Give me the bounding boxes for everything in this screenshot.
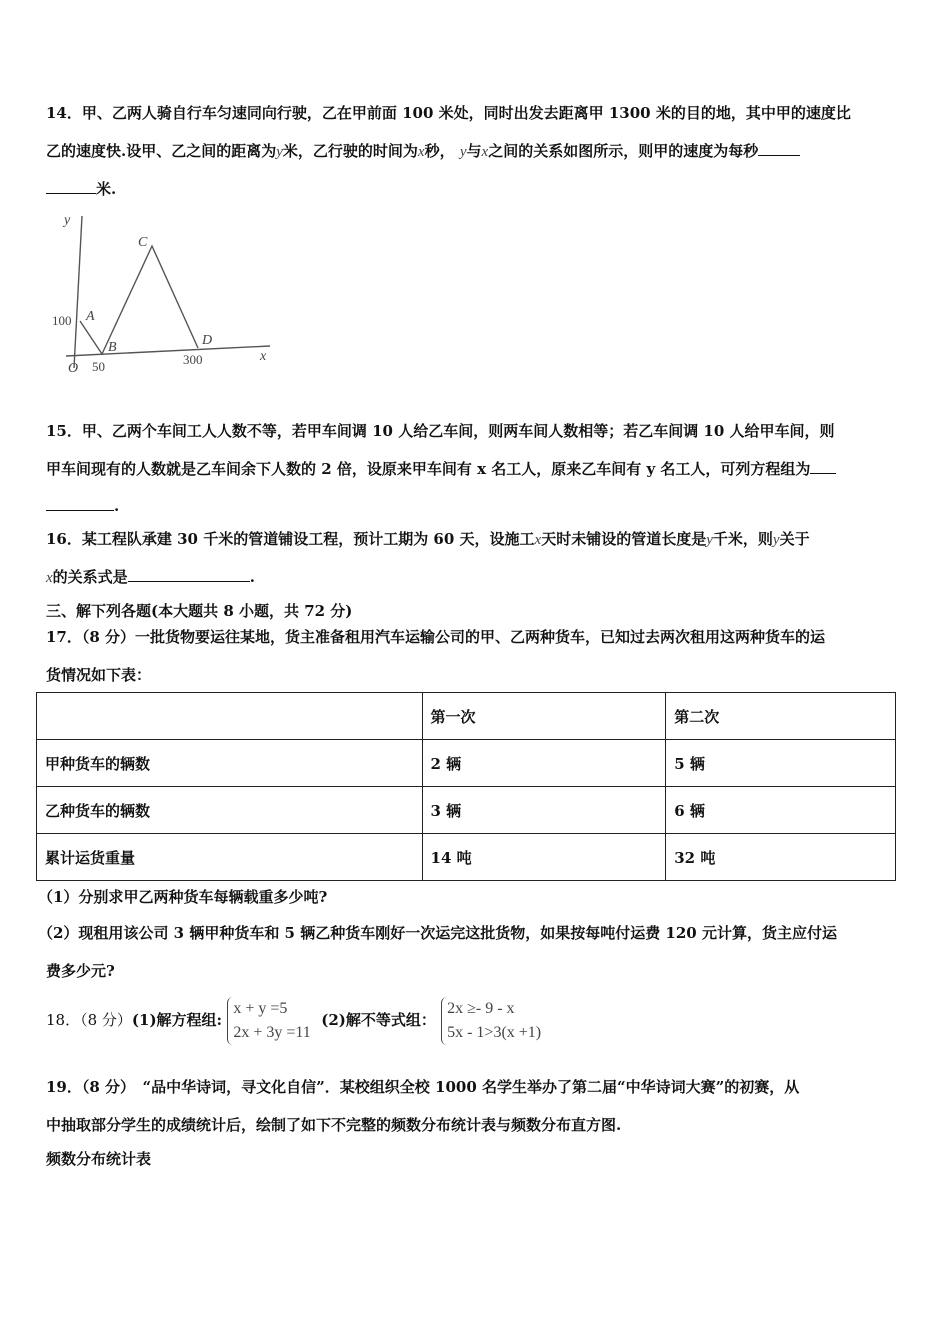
table-row bbox=[37, 834, 896, 881]
q16-text-e: 的关系式是 bbox=[52, 568, 128, 586]
table-cell bbox=[37, 693, 423, 740]
q16-end: . bbox=[249, 568, 255, 586]
q18-inequality-system bbox=[441, 997, 541, 1045]
q18-eq2: 2x + 3y =11 bbox=[233, 1024, 311, 1041]
q14-line2 bbox=[46, 140, 800, 161]
q16-text-a: 16．某工程队承建 30 千米的管道铺设工程，预计工期为 60 天，设施工 bbox=[46, 530, 535, 548]
q16-text-b: 天时未铺设的管道长度是 bbox=[541, 530, 707, 548]
q14-var-x2: x bbox=[481, 144, 489, 160]
q16-var-y: y bbox=[706, 532, 713, 548]
q15-answer-blank-cont[interactable] bbox=[46, 496, 114, 511]
q16-var-y2: y bbox=[772, 532, 780, 548]
tick-label-100: 100 bbox=[52, 313, 72, 328]
distance-time-graph bbox=[50, 208, 290, 378]
table-cell: 32 吨 bbox=[666, 834, 896, 881]
q15-line1: 15．甲、乙两个车间工人人数不等，若甲车间调 10 人给乙车间，则两车间人数相等；若乙车间调 10 人给甲车间，则 bbox=[46, 422, 835, 440]
q14-text-e: 之间的关系如图所示，则甲的速度为每秒 bbox=[488, 142, 759, 160]
x-axis-label: x bbox=[260, 349, 267, 364]
q17-part2-line1: （2）现租用该公司 3 辆甲种货车和 5 辆乙种货车刚好一次运完这批货物，如果按每吨付运费 120 元计算，货主应付运 bbox=[38, 924, 837, 942]
table-cell: 累计运货重量 bbox=[37, 834, 423, 881]
q18-part2-label: (2)解不等式组： bbox=[321, 1011, 436, 1029]
q14-answer-blank-cont[interactable] bbox=[46, 179, 96, 194]
q14-answer-blank[interactable] bbox=[758, 141, 800, 156]
point-d-label: D bbox=[202, 333, 213, 348]
table-cell: 第二次 bbox=[666, 693, 896, 740]
q14-line3 bbox=[46, 178, 116, 199]
q19-line3: 频数分布统计表 bbox=[46, 1150, 152, 1168]
table-cell: 3 辆 bbox=[422, 787, 666, 834]
q16-text-d: 关于 bbox=[779, 530, 810, 548]
y-axis-label: y bbox=[64, 213, 71, 228]
q17-part1: （1）分别求甲乙两种货车每辆载重多少吨? bbox=[38, 888, 328, 906]
q17-part2-line2: 费多少元? bbox=[46, 962, 115, 980]
q14-text-b: 米，乙行驶的时间为 bbox=[282, 142, 418, 160]
tick-label-300: 300 bbox=[183, 352, 203, 367]
q17-line2: 货情况如下表： bbox=[46, 666, 152, 684]
q14-text-c: 秒， bbox=[424, 142, 455, 160]
q14-text-a: 乙的速度快.设甲、乙之间的距离为 bbox=[46, 142, 277, 160]
q19-line1: 19．（8 分） “品中华诗词，寻文化自信”．某校组织全校 1000 名学生举办了第二届“中华诗词大赛”的初赛，从 bbox=[46, 1078, 800, 1096]
q15-line3 bbox=[46, 496, 119, 515]
q15-line2 bbox=[46, 458, 836, 479]
q14-var-y2: y bbox=[459, 144, 467, 160]
q18-ineq2: 5x - 1>3(x +1) bbox=[447, 1024, 542, 1041]
q18-equation-system bbox=[227, 997, 310, 1045]
q16-var-x: x bbox=[534, 532, 542, 548]
q18-prefix: 18．（8 分） bbox=[46, 1011, 132, 1029]
tick-label-50: 50 bbox=[92, 359, 105, 374]
point-a-label: A bbox=[86, 309, 95, 324]
q16-answer-blank[interactable] bbox=[128, 567, 250, 582]
q18-ineq1: 2x ≥- 9 - x bbox=[447, 1000, 515, 1017]
freight-table bbox=[36, 692, 896, 881]
q15-end: . bbox=[114, 497, 120, 515]
q16-line1 bbox=[46, 528, 810, 549]
q14-var-x: x bbox=[417, 144, 425, 160]
section-3-heading: 三、解下列各题(本大题共 8 小题，共 72 分) bbox=[46, 602, 353, 620]
q16-line2 bbox=[46, 566, 255, 587]
q16-text-c: 千米，则 bbox=[712, 530, 773, 548]
q18-line bbox=[46, 994, 541, 1046]
table-cell: 乙种货车的辆数 bbox=[37, 787, 423, 834]
table-cell: 第一次 bbox=[422, 693, 666, 740]
x-axis-line bbox=[66, 346, 270, 356]
q14-line1: 14．甲、乙两人骑自行车匀速同向行驶，乙在甲前面 100 米处，同时出发去距离甲 1300 米的目的地，其中甲的速度比 bbox=[46, 104, 851, 122]
q17-line1: 17．（8 分）一批货物要运往某地，货主准备租用汽车运输公司的甲、乙两种货车，已知过去两次租用这两种货车的运 bbox=[46, 628, 826, 646]
table-cell: 14 吨 bbox=[422, 834, 666, 881]
table-cell: 2 辆 bbox=[422, 740, 666, 787]
y-axis-line bbox=[74, 216, 82, 368]
table-cell: 5 辆 bbox=[666, 740, 896, 787]
table-row bbox=[37, 787, 896, 834]
table-cell: 甲种货车的辆数 bbox=[37, 740, 423, 787]
q14-var-y: y bbox=[276, 144, 283, 160]
q19-line2: 中抽取部分学生的成绩统计后，绘制了如下不完整的频数分布统计表与频数分布直方图. bbox=[46, 1116, 622, 1134]
table-cell: 6 辆 bbox=[666, 787, 896, 834]
q14-text-d: 与 bbox=[466, 142, 482, 160]
q18-part1-label: (1)解方程组: bbox=[131, 1011, 223, 1029]
table-header-row bbox=[37, 693, 896, 740]
point-b-label: B bbox=[108, 340, 117, 355]
q15-answer-blank[interactable] bbox=[810, 459, 836, 474]
origin-label: O bbox=[68, 361, 79, 376]
table-row bbox=[37, 740, 896, 787]
point-c-label: C bbox=[138, 235, 148, 250]
q16-var-x2: x bbox=[46, 570, 53, 586]
q18-eq1: x + y =5 bbox=[233, 1000, 288, 1017]
q14-unit: 米. bbox=[96, 180, 117, 198]
q15-text: 甲车间现有的人数就是乙车间余下人数的 2 倍，设原来甲车间有 x 名工人，原来乙车间有 y 名工人，可列方程组为 bbox=[46, 460, 811, 478]
graph-polyline bbox=[80, 246, 198, 354]
